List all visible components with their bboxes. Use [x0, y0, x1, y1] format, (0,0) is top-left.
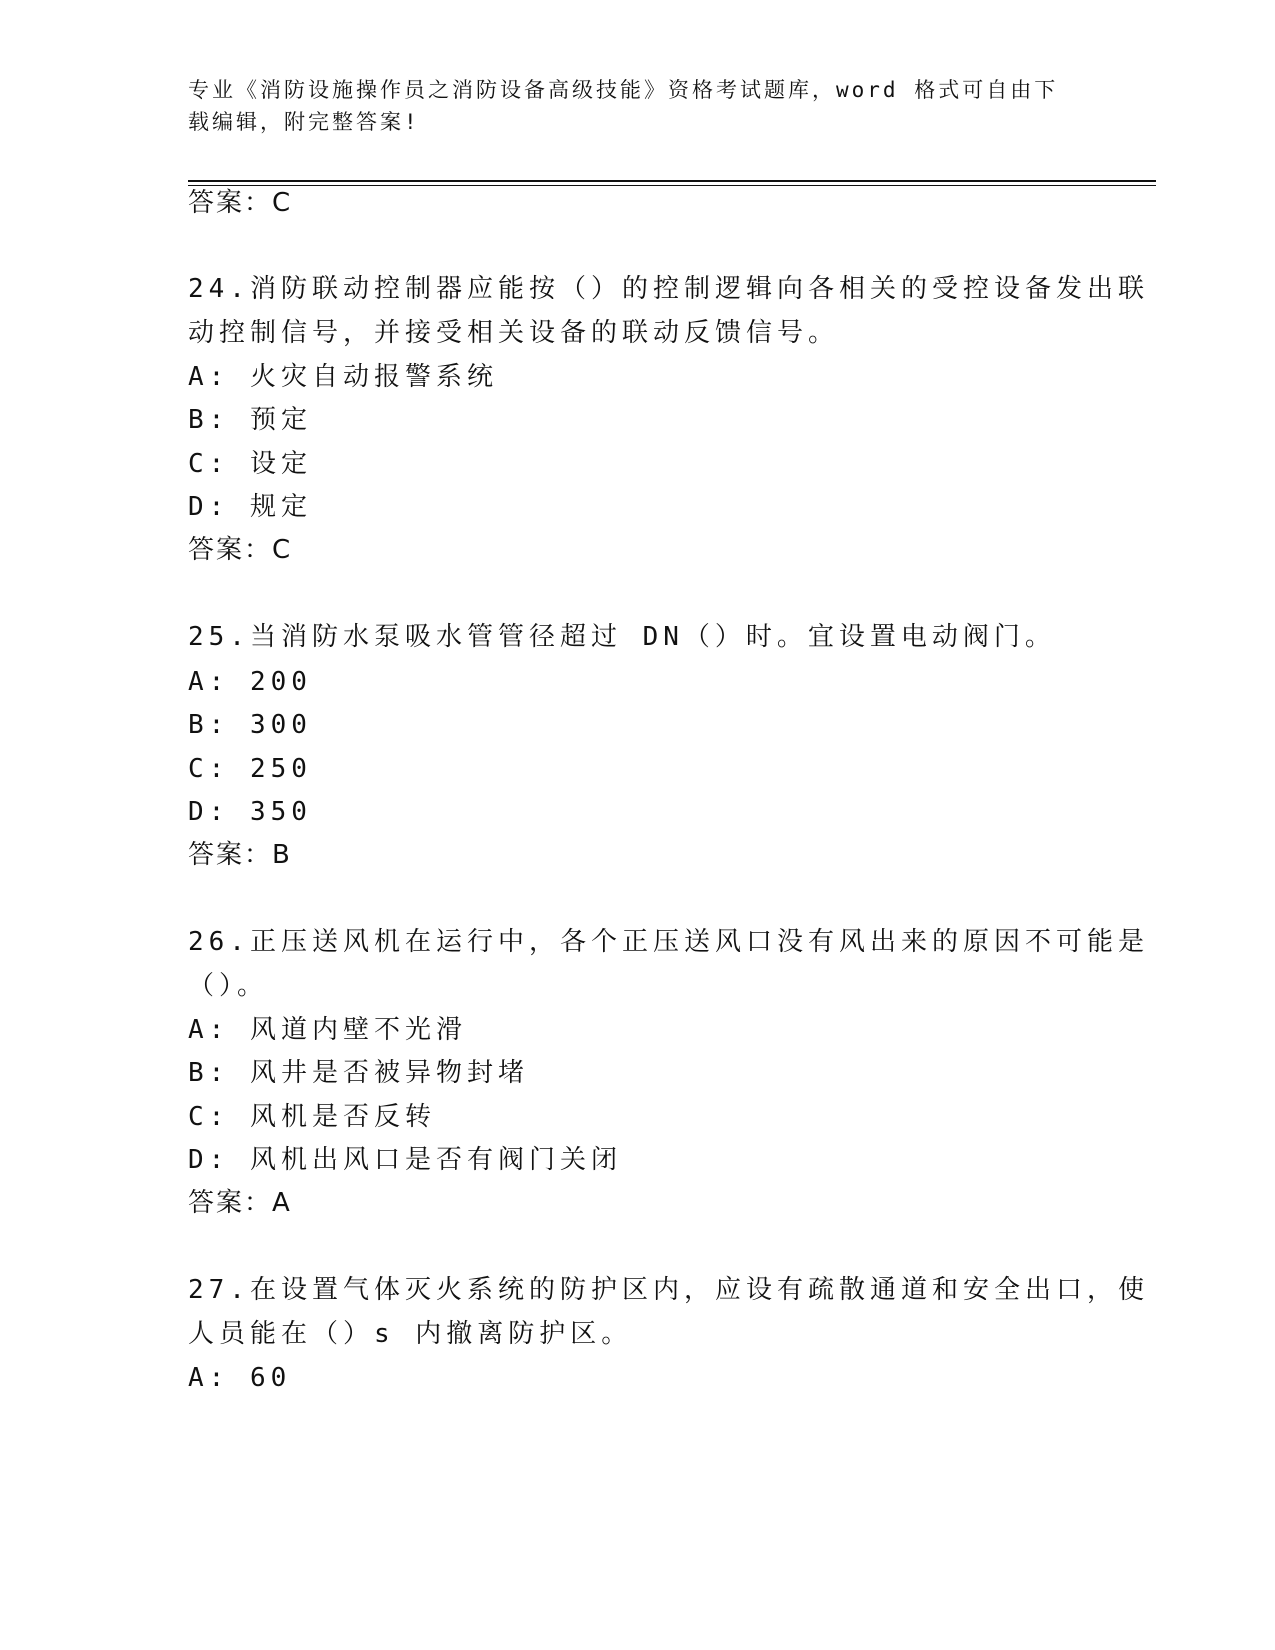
question-27-option-a: A: 60 [188, 1363, 292, 1393]
question-24-answer: 答案：C [188, 535, 293, 565]
question-24-option-c: C: 设定 [188, 449, 312, 479]
header-divider [188, 180, 1156, 186]
question-26-line-1: 26.正压送风机在运行中，各个正压送风口没有风出来的原因不可能是 [188, 927, 1149, 957]
header-line-2: 载编辑，附完整答案! [188, 110, 420, 134]
question-26-line-2: （）。 [188, 971, 269, 1001]
header-line-1: 专业《消防设施操作员之消防设备高级技能》资格考试题库，word 格式可自由下 [188, 78, 1059, 102]
question-25-answer: 答案：B [188, 840, 292, 870]
question-24-line-1: 24.消防联动控制器应能按（）的控制逻辑向各相关的受控设备发出联 [188, 274, 1149, 304]
question-26-option-b: B: 风井是否被异物封堵 [188, 1058, 529, 1088]
question-24-line-2: 动控制信号，并接受相关设备的联动反馈信号。 [188, 318, 840, 348]
document-header [188, 74, 1068, 138]
question-25-option-b: B: 300 [188, 710, 312, 740]
question-26-option-d: D: 风机出风口是否有阀门关闭 [188, 1145, 622, 1175]
question-25-option-c: C: 250 [188, 754, 312, 784]
question-24-option-d: D: 规定 [188, 492, 312, 522]
question-25-option-a: A: 200 [188, 667, 312, 697]
question-26-answer: 答案：A [188, 1188, 292, 1218]
answer-previous: 答案：C [188, 188, 293, 218]
question-27-line-2: 人员能在（）s 内撤离防护区。 [188, 1319, 633, 1349]
question-24-option-b: B: 预定 [188, 405, 312, 435]
question-27-line-1: 27.在设置气体灭火系统的防护区内，应设有疏散通道和安全出口，使 [188, 1275, 1149, 1305]
question-25-line-1: 25.当消防水泵吸水管管径超过 DN（）时。宜设置电动阀门。 [188, 622, 1056, 652]
question-26-option-c: C: 风机是否反转 [188, 1102, 436, 1132]
question-25-option-d: D: 350 [188, 797, 312, 827]
question-26-option-a: A: 风道内壁不光滑 [188, 1015, 467, 1045]
question-24-option-a: A: 火灾自动报警系统 [188, 362, 498, 392]
